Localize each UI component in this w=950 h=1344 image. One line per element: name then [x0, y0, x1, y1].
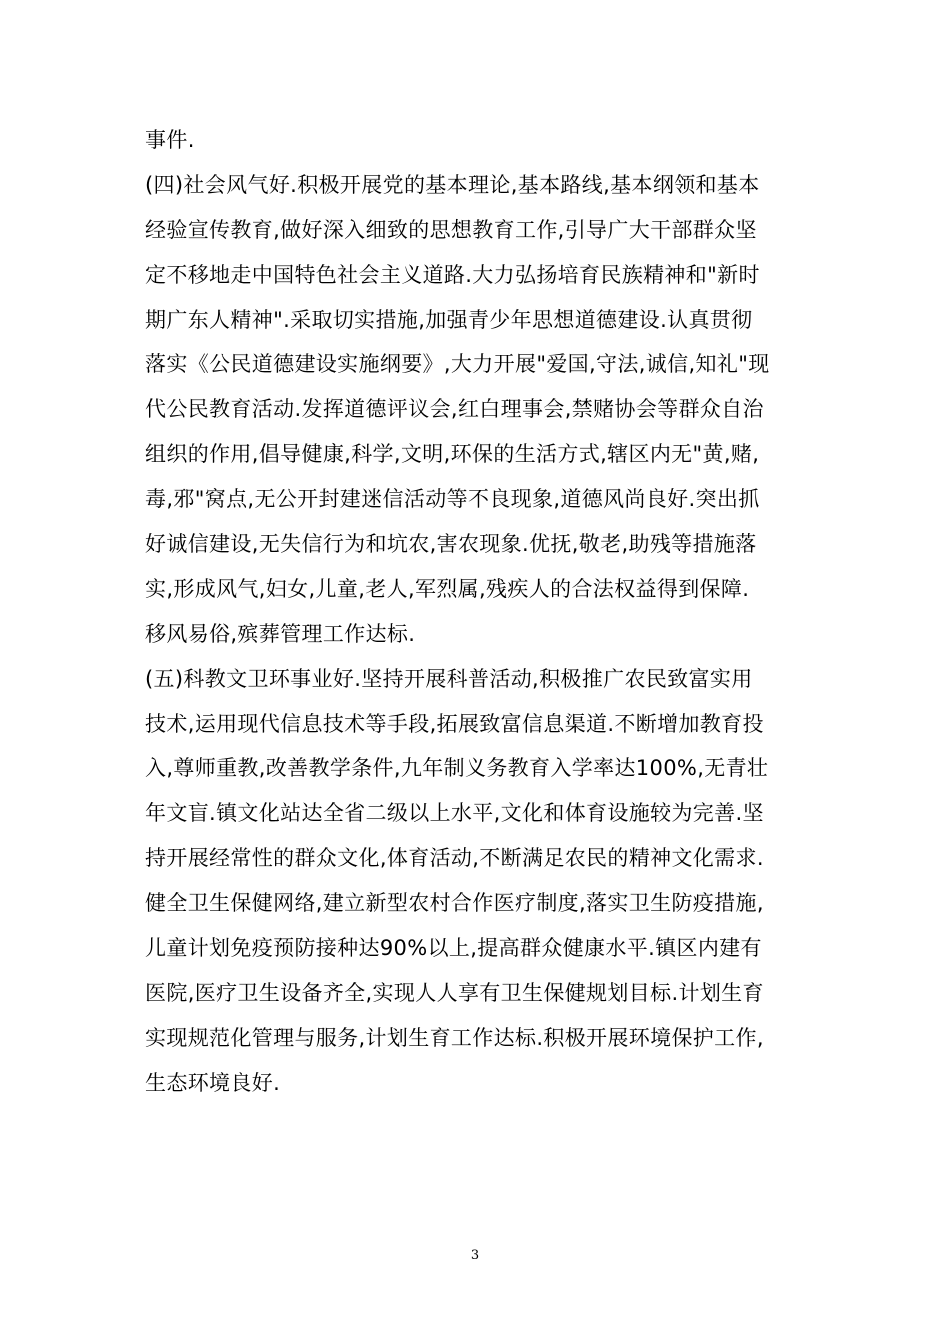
text-line: 落实《公民道德建设实施纲要》,大力开展"爱国,守法,诚信,知礼"现 [145, 352, 770, 377]
text-line: 好诚信建设,无失信行为和坑农,害农现象.优抚,敬老,助残等措施落 [145, 532, 757, 557]
text-line: 代公民教育活动.发挥道德评议会,红白理事会,禁赌协会等群众自治 [145, 397, 764, 422]
text-line: 实,形成风气,妇女,儿童,老人,军烈属,残疾人的合法权益得到保障. [145, 576, 750, 601]
text-line: 健全卫生保健网络,建立新型农村合作医疗制度,落实卫生防疫措施, [145, 891, 764, 916]
text-line: 入,尊师重教,改善教学条件,九年制义务教育入学率达100%,无青壮 [145, 756, 769, 781]
text-line: 移风易俗,殡葬管理工作达标. [145, 621, 416, 646]
text-line: 经验宣传教育,做好深入细致的思想教育工作,引导广大干部群众坚 [145, 217, 757, 242]
text-line: 定不移地走中国特色社会主义道路.大力弘扬培育民族精神和"新时 [145, 262, 760, 287]
body-text [145, 118, 807, 1106]
text-line: 持开展经常性的群众文化,体育活动,不断满足农民的精神文化需求. [145, 846, 764, 871]
page-number: 3 [470, 1248, 480, 1263]
text-line: (五)科教文卫环事业好.坚持开展科普活动,积极推广农民致富实用 [145, 666, 753, 691]
text-line: 儿童计划免疫预防接种达90%以上,提高群众健康水平.镇区内建有 [145, 936, 762, 961]
text-line: 实现规范化管理与服务,计划生育工作达标.积极开展环境保护工作, [145, 1025, 764, 1050]
text-line: 毒,邪"窝点,无公开封建迷信活动等不良现象,道德风尚良好.突出抓 [145, 487, 760, 512]
text-line: 期广东人精神".采取切实措施,加强青少年思想道德建设.认真贯彻 [145, 307, 753, 332]
text-line: 技术,运用现代信息技术等手段,拓展致富信息渠道.不断增加教育投 [145, 711, 764, 736]
text-line: 事件. [145, 128, 195, 152]
text-line: 医院,医疗卫生设备齐全,实现人人享有卫生保健规划目标.计划生育 [145, 980, 764, 1005]
text-line: 生态环境良好. [145, 1070, 281, 1095]
text-line: (四)社会风气好.积极开展党的基本理论,基本路线,基本纲领和基本 [145, 172, 760, 197]
text-line: 年文盲.镇文化站达全省二级以上水平,文化和体育设施较为完善.坚 [145, 801, 764, 826]
text-line: 组织的作用,倡导健康,科学,文明,环保的生活方式,辖区内无"黄,赌, [145, 442, 760, 467]
